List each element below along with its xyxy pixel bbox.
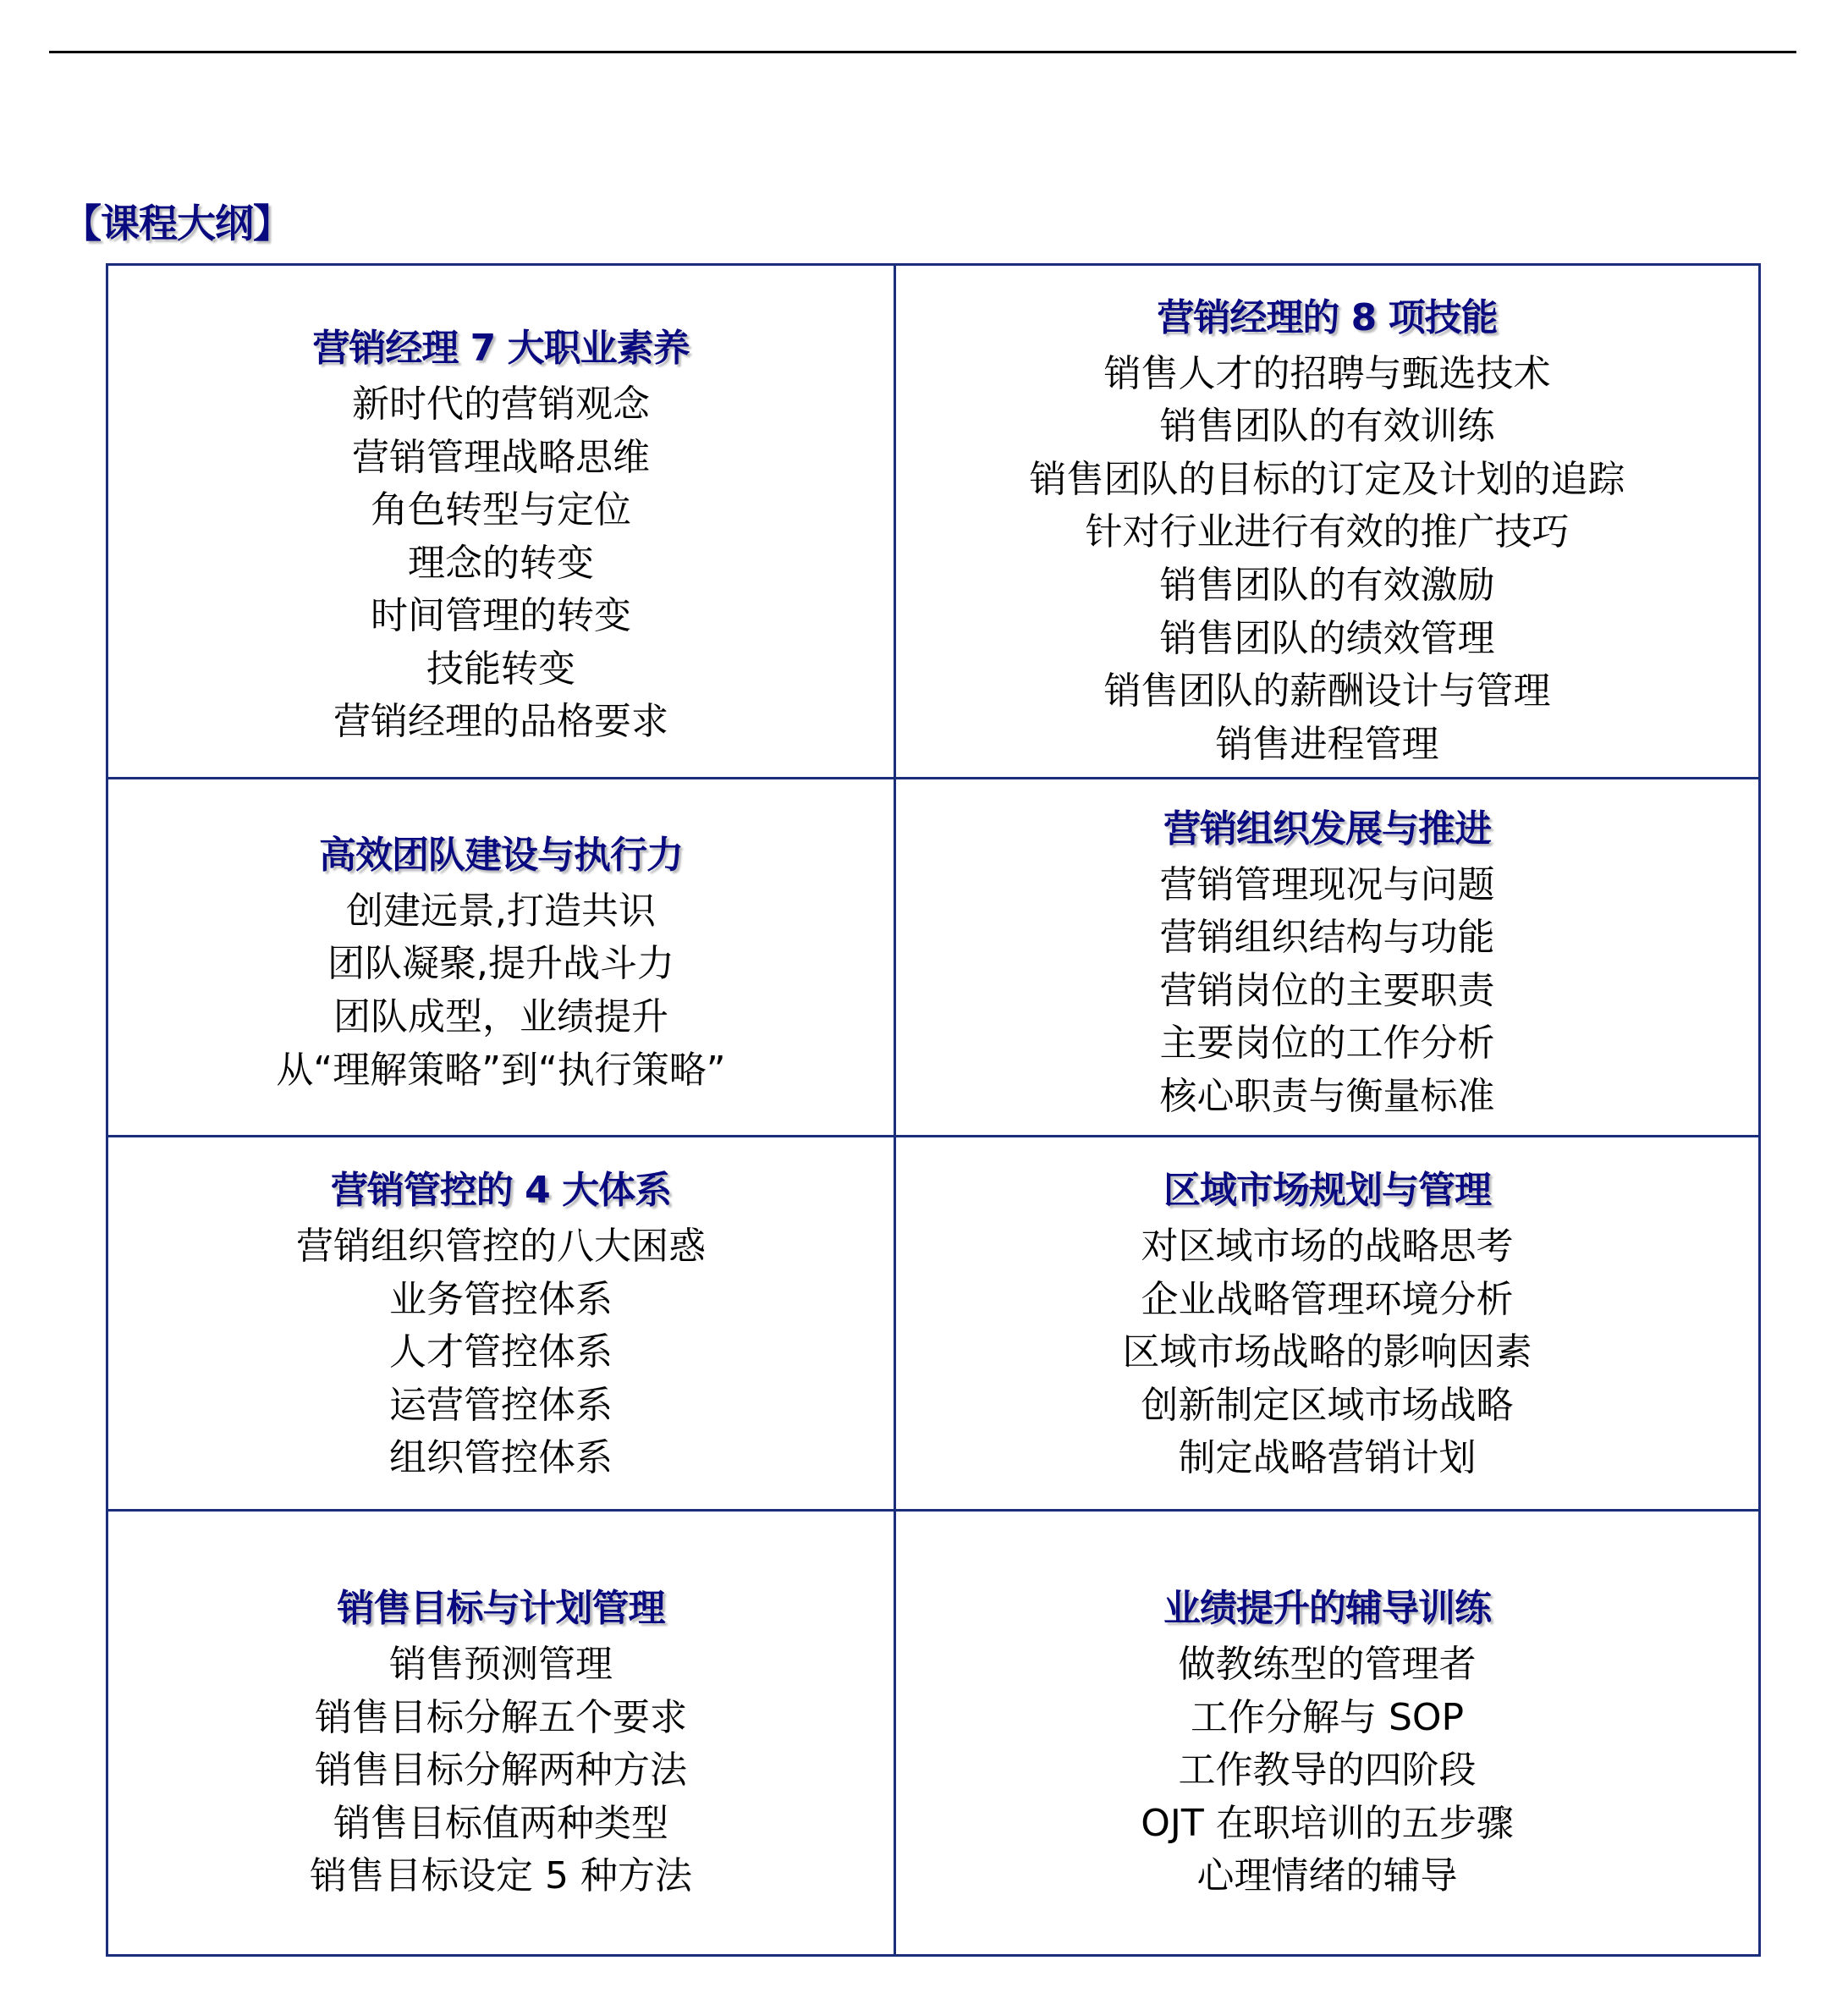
module-heading: 营销管控的 4 大体系 [330,1169,672,1213]
module-item: 创新制定区域市场战略 [1141,1383,1514,1427]
module-item: 营销管理战略思维 [352,435,650,479]
module-item: OJT 在职培训的五步骤 [1141,1801,1514,1845]
outline-row [107,1511,1760,1956]
module-item: 创建远景,打造共识 [346,889,656,933]
module-item: 营销经理的品格要求 [333,700,668,744]
module-cell [895,1511,1760,1956]
outline-row [107,1137,1760,1511]
module-cell [895,779,1760,1137]
module-item: 做教练型的管理者 [1178,1643,1477,1687]
module-cell [895,1137,1760,1511]
module-item: 销售团队的有效训练 [1159,405,1495,449]
module-item: 角色转型与定位 [371,488,631,532]
module-item: 营销岗位的主要职责 [1159,968,1495,1012]
module-content [896,791,1758,1124]
module-cell [107,1137,895,1511]
module-heading: 营销经理 7 大职业素养 [312,326,690,370]
module-heading: 营销组织发展与推进 [1163,807,1491,851]
module-content [896,272,1758,772]
course-outline-table [106,263,1761,1957]
module-item: 团队凝聚,提升战斗力 [327,942,674,986]
outline-row [107,779,1760,1137]
module-item: 心理情绪的辅导 [1196,1854,1458,1898]
module-content [108,1161,894,1485]
module-item: 针对行业进行有效的推广技巧 [1085,510,1570,554]
module-item: 销售团队的有效激励 [1159,564,1495,607]
module-item: 营销组织管控的八大困惑 [296,1225,706,1269]
module-item: 核心职责与衡量标准 [1159,1074,1495,1118]
section-title: 【课程大纲】 [63,201,291,246]
module-item: 从“理解策略”到“执行策略” [276,1048,726,1092]
module-cell [107,1511,895,1956]
module-item: 理念的转变 [408,541,594,585]
module-item: 销售人才的招聘与甄选技术 [1103,351,1551,395]
module-item: 工作教导的四阶段 [1178,1748,1477,1792]
module-item: 销售目标设定 5 种方法 [310,1854,692,1898]
module-item: 工作分解与 SOP [1190,1695,1465,1739]
module-heading: 销售目标与计划管理 [337,1587,665,1631]
module-item: 业务管控体系 [389,1277,613,1321]
module-item: 销售团队的目标的订定及计划的追踪 [1029,457,1625,501]
module-item: 营销组织结构与功能 [1159,916,1495,960]
module-item: 企业战略管理环境分析 [1141,1277,1514,1321]
module-item: 运营管控体系 [389,1383,613,1427]
module-item: 销售预测管理 [389,1643,613,1687]
module-content [108,294,894,749]
module-item: 销售进程管理 [1215,722,1439,766]
module-heading: 区域市场规划与管理 [1163,1169,1491,1213]
module-item: 销售团队的绩效管理 [1159,616,1495,660]
module-item: 时间管理的转变 [371,594,631,638]
module-heading: 营销经理的 8 项技能 [1157,295,1498,339]
module-item: 人才管控体系 [389,1330,613,1374]
module-item: 新时代的营销观念 [352,382,650,426]
outline-row [107,265,1760,779]
module-item: 技能转变 [426,647,575,691]
module-item: 对区域市场的战略思考 [1141,1225,1514,1269]
module-content [896,1161,1758,1485]
module-heading: 业绩提升的辅导训练 [1163,1587,1491,1631]
module-item: 区域市场战略的影响因素 [1122,1330,1532,1374]
module-item: 制定战略营销计划 [1178,1436,1477,1480]
module-item: 销售目标分解五个要求 [315,1695,687,1739]
module-content [108,818,894,1097]
module-cell [107,265,895,779]
module-item: 主要岗位的工作分析 [1159,1022,1495,1066]
module-cell [895,265,1760,779]
module-item: 组织管控体系 [389,1436,613,1480]
module-content [896,1562,1758,1903]
module-item: 团队成型，业绩提升 [333,995,668,1038]
module-item: 销售目标值两种类型 [333,1801,668,1845]
module-item: 营销管理现况与问题 [1159,862,1495,906]
module-heading: 高效团队建设与执行力 [319,833,683,877]
module-item: 销售目标分解两种方法 [315,1748,687,1792]
module-content [108,1562,894,1903]
top-divider [49,51,1796,53]
module-cell [107,779,895,1137]
module-item: 销售团队的薪酬设计与管理 [1103,669,1551,713]
